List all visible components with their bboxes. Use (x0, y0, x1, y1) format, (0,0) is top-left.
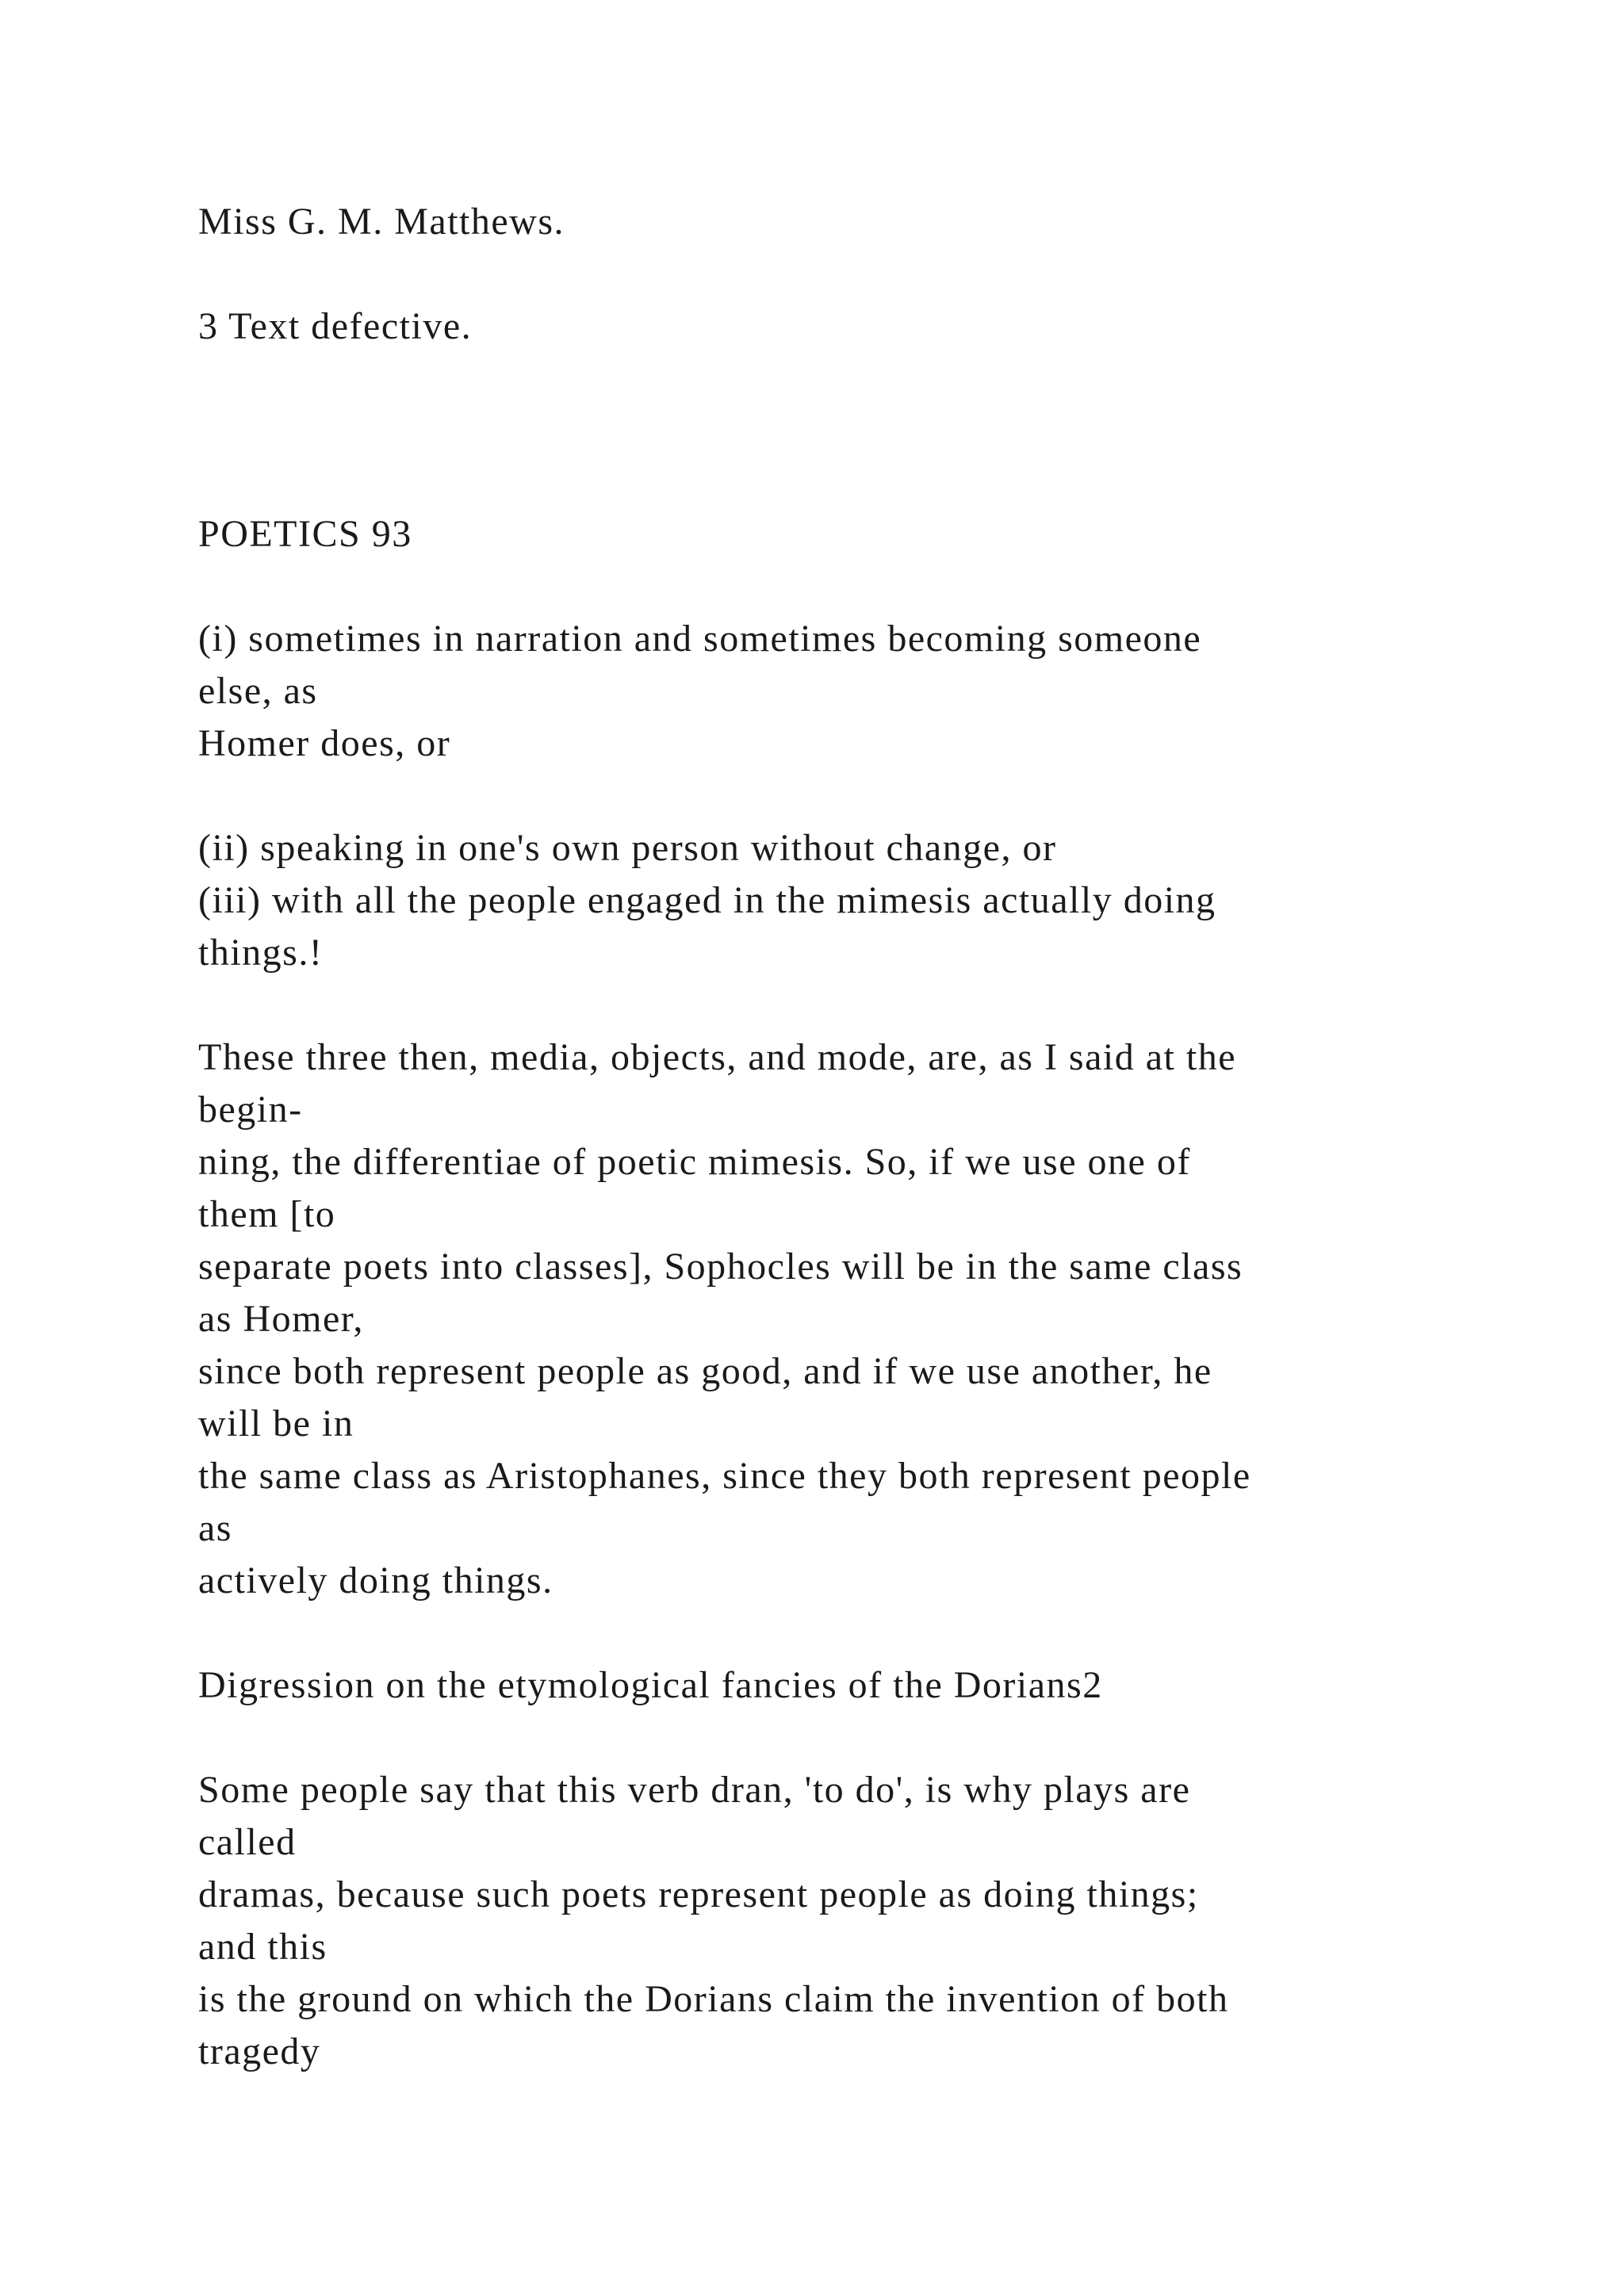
footnote-line: 3 Text defective. (198, 305, 473, 347)
text-line: (iii) with all the people engaged in the mimesis actually doing (198, 879, 1216, 921)
text-line: else, as (198, 670, 318, 712)
text-line: Miss G. M. Matthews. (198, 201, 565, 243)
text-line: since both represent people as good, and if we use another, he (198, 1350, 1212, 1392)
text-line: them [to (198, 1193, 336, 1235)
text-line: Homer does, or (198, 722, 451, 764)
text-line: as Homer, (198, 1298, 364, 1340)
text-line: as (198, 1507, 232, 1549)
text-line: tragedy (198, 2030, 321, 2072)
text-line: is the ground on which the Dorians claim the invention of both (198, 1978, 1229, 2020)
text-line: begin- (198, 1089, 303, 1131)
text-line: These three then, media, objects, and mode, are, as I said at the (198, 1036, 1237, 1078)
text-line: dramas, because such poets represent people as doing things; (198, 1873, 1199, 1915)
text-line: actively doing things. (198, 1559, 553, 1601)
section-heading: Digression on the etymological fancies of the Dorians2 (198, 1664, 1103, 1706)
text-line: will be in (198, 1402, 354, 1445)
text-line: the same class as Aristophanes, since they both represent people (198, 1455, 1251, 1497)
text-line: called (198, 1821, 297, 1863)
text-line: and this (198, 1926, 327, 1968)
text-line: ning, the differentiae of poetic mimesis. So, if we use one of (198, 1141, 1191, 1183)
page-header: POETICS 93 (198, 513, 412, 555)
text-line: (i) sometimes in narration and sometimes becoming someone (198, 618, 1202, 660)
text-line: Some people say that this verb dran, 'to do', is why plays are (198, 1769, 1191, 1811)
text-line: (ii) speaking in one's own person without change, or (198, 827, 1057, 869)
text-line: things.! (198, 932, 324, 974)
text-line: separate poets into classes], Sophocles will be in the same class (198, 1246, 1243, 1288)
